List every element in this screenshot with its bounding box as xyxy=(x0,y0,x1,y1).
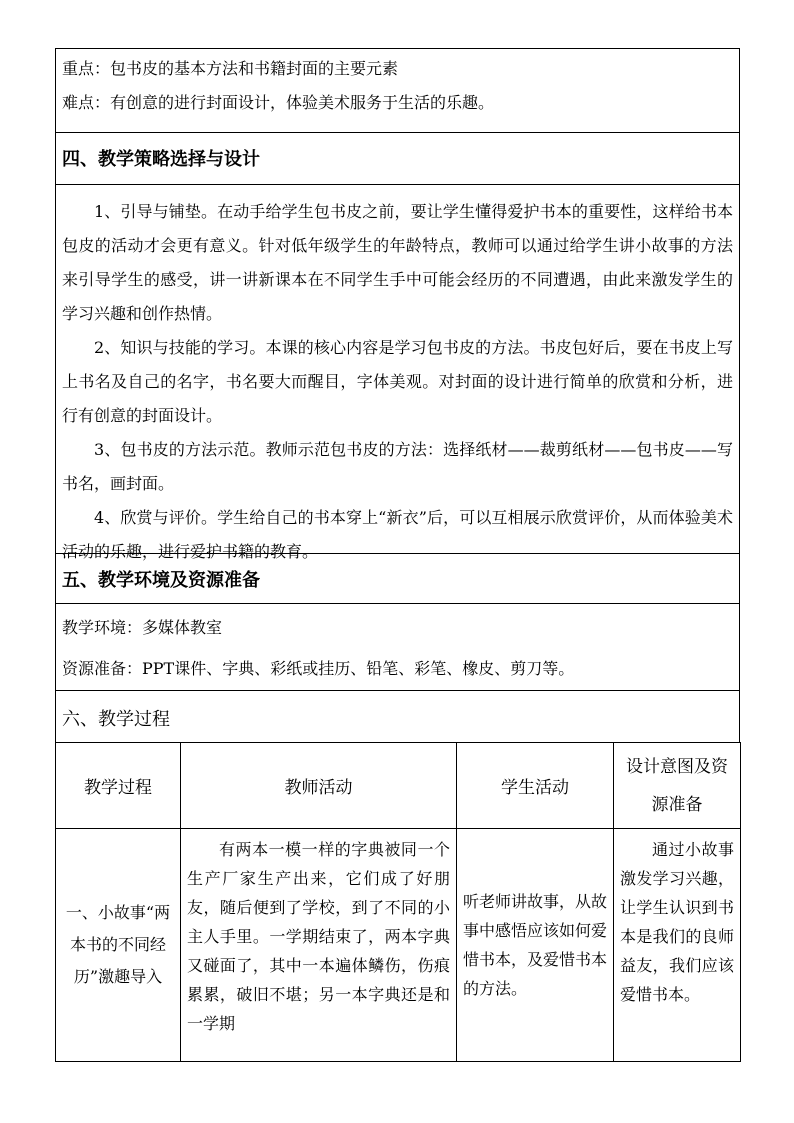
table-row xyxy=(56,829,741,1062)
key-points-box xyxy=(55,48,740,132)
design-cell xyxy=(614,829,741,1062)
section4-title: 四、教学策略选择与设计 xyxy=(62,149,260,170)
environment-text: 教学环境：多媒体教室 xyxy=(62,618,223,637)
stage-cell xyxy=(56,829,181,1062)
strategy-paragraph: 1、引导与铺垫。在动手给学生包书皮之前，要让学生懂得爱护书本的重要性，这样给书本包皮的活动才会更有意义。针对低年级学生的年龄特点，教师可以通过给学生讲小故事的方法来引导学生的感受，讲一讲新课本在不同学生手中可能会经历的不同遭遇，由此来激发学生的学习兴趣和创作热情。 xyxy=(62,202,733,323)
teaching-process-table xyxy=(55,742,741,1062)
section6-header xyxy=(55,690,740,742)
strategy-paragraph: 4、欣赏与评价。学生给自己的书本穿上“新衣”后，可以互相展示欣赏评价，从而体验美术活动的乐趣，进行爱护书籍的教育。 xyxy=(62,508,733,561)
section4-body xyxy=(55,184,740,561)
section6-title: 六、教学过程 xyxy=(62,709,170,730)
student-text: 听老师讲故事，从故事中感悟应该如何爱惜书本，及爱惜书本的方法。 xyxy=(463,892,608,998)
stage-text: 一、小故事“两本书的不同经历”激趣导入 xyxy=(65,903,171,986)
design-text: 通过小故事激发学习兴趣，让学生认识到书本是我们的良师益友，我们应该爱惜书本。 xyxy=(620,840,734,1004)
header-design xyxy=(614,743,741,829)
section5-body xyxy=(55,603,740,690)
teacher-text: 有两本一模一样的字典被同一个生产厂家生产出来，它们成了好朋友，随后便到了学校，到了不同的小主人手里。一学期结束了，两本字典又碰面了，其中一本遍体鳞伤，伤痕累累，破旧不堪；另一本字典还是和一学期 xyxy=(187,840,450,1033)
resources-text: 资源准备：PPT课件、字典、彩纸或挂历、铅笔、彩笔、橡皮、剪刀等。 xyxy=(62,659,575,678)
section5-title: 五、教学环境及资源准备 xyxy=(62,570,260,591)
key-point-text: 重点：包书皮的基本方法和书籍封面的主要元素 xyxy=(62,59,399,78)
student-cell xyxy=(457,829,614,1062)
header-design-text: 设计意图及资源准备 xyxy=(626,756,728,815)
strategy-paragraph: 3、包书皮的方法示范。教师示范包书皮的方法：选择纸材——裁剪纸材——包书皮——写书名，画封面。 xyxy=(62,440,733,493)
header-stage: 教学过程 xyxy=(56,743,181,829)
strategy-paragraph: 2、知识与技能的学习。本课的核心内容是学习包书皮的方法。书皮包好后，要在书皮上写上书名及自己的名字，书名要大而醒目，字体美观。对封面的设计进行简单的欣赏和分析，进行有创意的封面设计。 xyxy=(62,338,733,425)
difficulty-text: 难点：有创意的进行封面设计，体验美术服务于生活的乐趣。 xyxy=(62,93,495,112)
lesson-plan-document xyxy=(55,48,740,1062)
table-header-row xyxy=(56,743,741,829)
header-student: 学生活动 xyxy=(457,743,614,829)
section4-header xyxy=(55,132,740,184)
teacher-cell xyxy=(181,829,457,1062)
header-teacher: 教师活动 xyxy=(181,743,457,829)
